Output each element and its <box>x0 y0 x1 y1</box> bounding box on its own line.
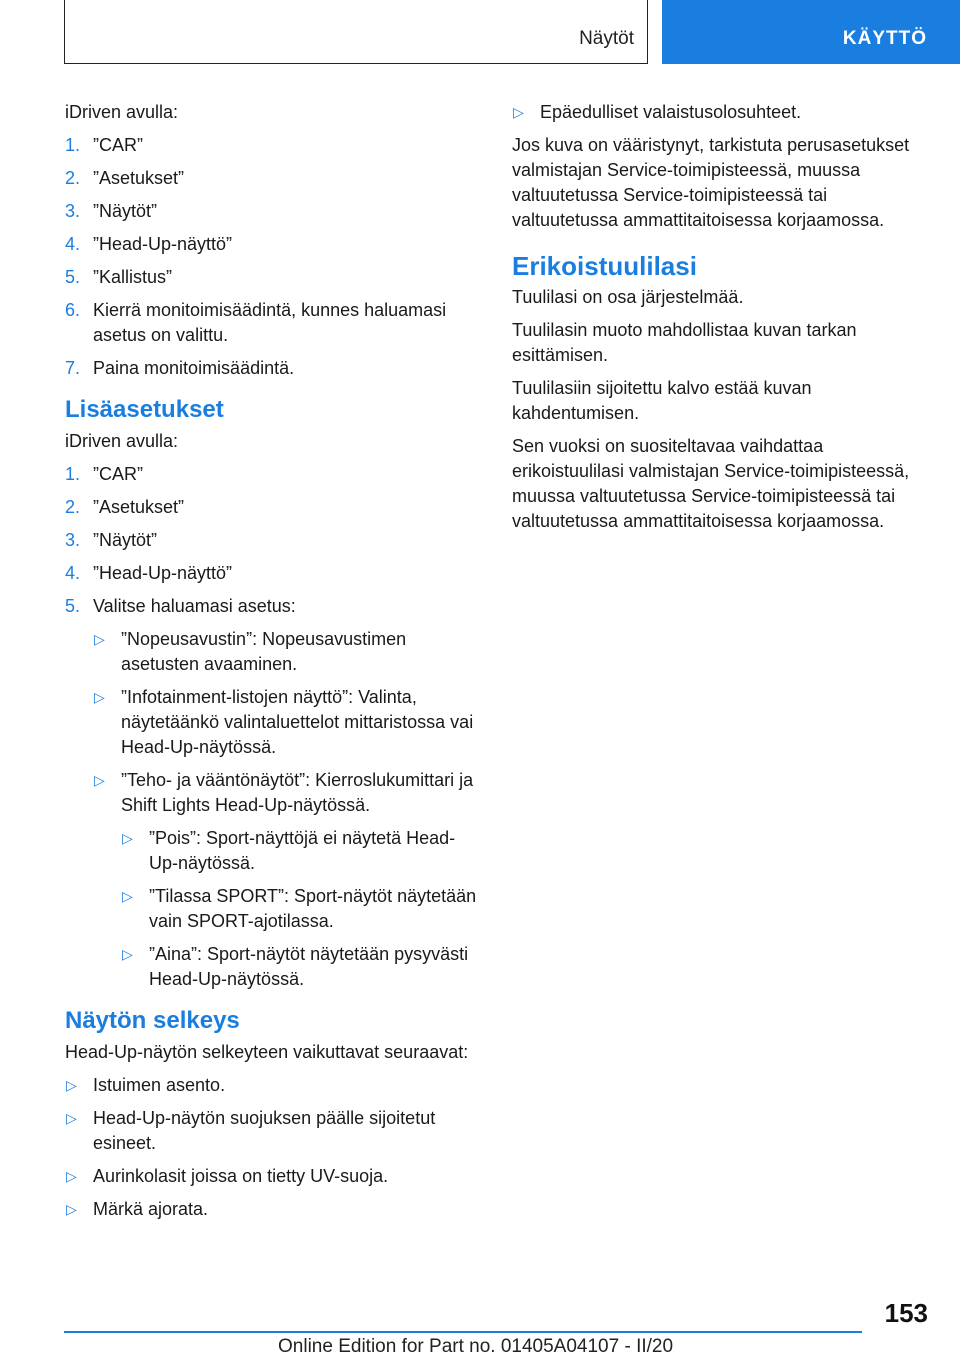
paragraph: Tuulilasiin sijoitettu kalvo estää kuvan kahdentumisen. <box>512 378 812 423</box>
sub-option-text: ”Pois”: Sport-näyttöjä ei näytetä Head-Up-näytössä. <box>149 828 456 873</box>
options-list <box>93 627 483 992</box>
triangle-bullet-icon: ▷ <box>94 772 105 788</box>
list-item <box>121 826 483 876</box>
list-item <box>65 1073 483 1098</box>
list-item <box>65 462 483 487</box>
list-item <box>65 199 483 224</box>
step-text: ”Asetukset” <box>93 168 185 188</box>
header-box <box>64 0 648 64</box>
step-text: ”CAR” <box>93 135 143 155</box>
steps-list-2 <box>65 462 483 992</box>
list-item <box>65 1197 483 1222</box>
header-section-title: Näytöt <box>579 28 634 49</box>
list-item <box>65 232 483 257</box>
chapter-label: KÄYTTÖ <box>842 28 927 49</box>
step-text: ”Head-Up-näyttö” <box>93 234 233 254</box>
sub-options-list <box>121 826 483 992</box>
step-number: 3. <box>65 530 81 550</box>
list-item <box>65 133 483 158</box>
item-text: Aurinkolasit joissa on tietty UV-suoja. <box>93 1166 389 1186</box>
item-text: Istuimen asento. <box>93 1075 226 1095</box>
step-text: ”Asetukset” <box>93 497 185 517</box>
heading-lisaasetukset: Lisäasetukset <box>65 396 224 423</box>
step-number: 2. <box>65 168 81 188</box>
step-number: 2. <box>65 497 81 517</box>
list-item <box>121 884 483 934</box>
step-number: 4. <box>65 234 81 254</box>
footer-divider <box>64 1331 862 1333</box>
step-text: ”Näytöt” <box>93 201 158 221</box>
list-item <box>65 528 483 553</box>
step-number: 1. <box>65 135 81 155</box>
step-number: 4. <box>65 563 81 583</box>
intro-text: iDriven avulla: <box>65 102 179 122</box>
list-item <box>65 298 483 348</box>
triangle-bullet-icon: ▷ <box>66 1077 77 1093</box>
step-text: Valitse haluamasi asetus: <box>93 596 296 616</box>
step-text: Kierrä monitoimisäädintä, kunnes haluamasi asetus on valittu. <box>93 300 447 345</box>
step-text: ”Näytöt” <box>93 530 158 550</box>
paragraph: Sen vuoksi on suositeltavaa vaihdattaa erikoistuulilasi valmistajan Service-toimipisteessä, muussa valtuutetussa Service-toimipisteessä tai valtuutetussa ammattitaitoisessa korjaamossa. <box>512 436 910 531</box>
option-text: ”Teho- ja vääntönäytöt”: Kierroslukumittari ja Shift Lights Head-Up-näytössä. <box>121 770 474 815</box>
steps-list-1 <box>65 133 483 381</box>
heading-erikoistuulilasi: Erikoistuulilasi <box>512 251 697 281</box>
triangle-bullet-icon: ▷ <box>66 1110 77 1126</box>
item-text: Märkä ajorata. <box>93 1199 209 1219</box>
left-column <box>65 100 483 1230</box>
right-column <box>512 100 932 542</box>
paragraph: Tuulilasin muoto mahdollistaa kuvan tarkan esittämisen. <box>512 320 857 365</box>
triangle-bullet-icon: ▷ <box>66 1201 77 1217</box>
item-text: Head-Up-näytön suojuksen päälle sijoitetut esineet. <box>93 1108 436 1153</box>
triangle-bullet-icon: ▷ <box>122 830 133 846</box>
list-item <box>65 594 483 992</box>
list-item <box>93 627 483 677</box>
footer-edition-text: Online Edition for Part no. 01405A04107 - II/20 <box>278 1336 674 1357</box>
list-item <box>65 1106 483 1156</box>
step-number: 1. <box>65 464 81 484</box>
sub-option-text: ”Tilassa SPORT”: Sport-näytöt näytetään vain SPORT-ajotilassa. <box>149 886 477 931</box>
triangle-bullet-icon: ▷ <box>94 631 105 647</box>
triangle-bullet-icon: ▷ <box>513 104 524 120</box>
list-item <box>65 1164 483 1189</box>
selkeys-list <box>65 1073 483 1222</box>
list-item <box>93 685 483 760</box>
list-item <box>65 495 483 520</box>
header-chapter-tab <box>662 0 960 64</box>
list-item <box>512 100 932 125</box>
step-text: ”Kallistus” <box>93 267 173 287</box>
step-number: 5. <box>65 267 81 287</box>
list-item <box>65 561 483 586</box>
heading-nayton-selkeys: Näytön selkeys <box>65 1007 240 1034</box>
page-number: 153 <box>884 1298 928 1328</box>
sub-option-text: ”Aina”: Sport-näytöt näytetään pysyvästi Head-Up-näytössä. <box>149 944 469 989</box>
step-number: 3. <box>65 201 81 221</box>
conditions-list-cont <box>512 100 932 125</box>
step-text: Paina monitoimisäädintä. <box>93 358 295 378</box>
list-item <box>65 356 483 381</box>
intro-text-2: iDriven avulla: <box>65 431 179 451</box>
triangle-bullet-icon: ▷ <box>94 689 105 705</box>
triangle-bullet-icon: ▷ <box>66 1168 77 1184</box>
triangle-bullet-icon: ▷ <box>122 946 133 962</box>
list-item <box>65 265 483 290</box>
step-text: ”CAR” <box>93 464 143 484</box>
selkeys-intro: Head-Up-näytön selkeyteen vaikuttavat seuraavat: <box>65 1042 469 1062</box>
list-item <box>93 768 483 992</box>
list-item <box>65 166 483 191</box>
list-item <box>121 942 483 992</box>
option-text: ”Nopeusavustin”: Nopeusavustimen asetusten avaaminen. <box>121 629 407 674</box>
paragraph-distortion: Jos kuva on vääristynyt, tarkistuta perusasetukset valmistajan Service-toimipisteessä, muussa valtuutetussa Service-toimipisteessä tai valtuutetussa ammattitaitoisessa korjaamossa. <box>512 135 910 230</box>
item-text: Epäedulliset valaistusolosuhteet. <box>540 102 802 122</box>
step-number: 7. <box>65 358 81 378</box>
step-text: ”Head-Up-näyttö” <box>93 563 233 583</box>
step-number: 6. <box>65 300 81 320</box>
triangle-bullet-icon: ▷ <box>122 888 133 904</box>
step-number: 5. <box>65 596 81 616</box>
option-text: ”Infotainment-listojen näyttö”: Valinta, näytetäänkö valintaluettelot mittaristossa vai Head-Up-näytössä. <box>121 687 474 757</box>
paragraph: Tuulilasi on osa järjestelmää. <box>512 287 744 307</box>
